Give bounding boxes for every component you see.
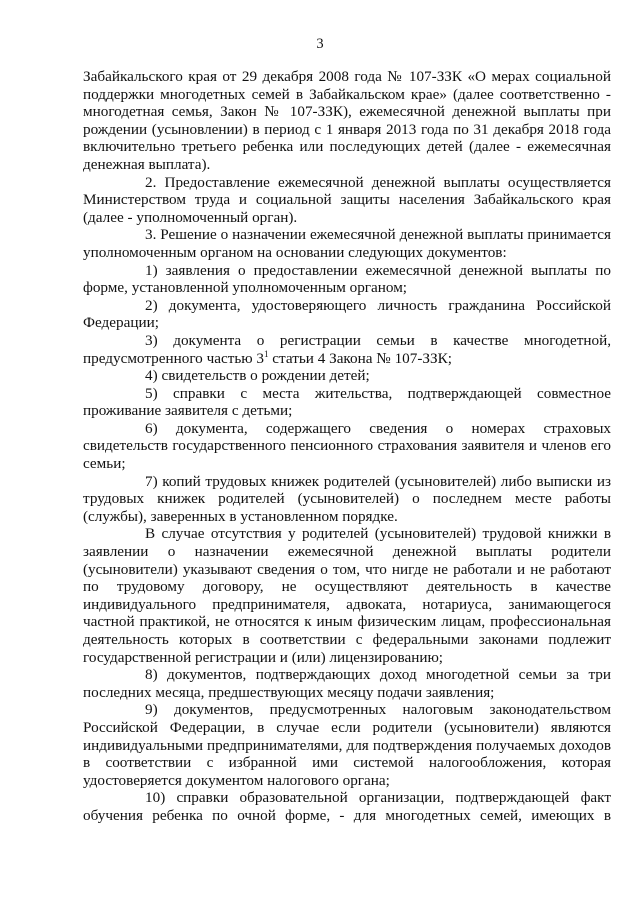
list-item-3-text: 3) документа о регистрации семьи в качестве многодетной, предусмотренного частью 3 [83,331,611,367]
document-body [83,68,611,825]
list-item-5: 5) справки с места жительства, подтверждающей совместное проживание заявителя с детьми; [83,384,611,420]
list-item-2: 2) документа, удостоверяющего личность гражданина Российской Федерации; [83,296,611,332]
paragraph-intro-continuation: Забайкальского края от 29 декабря 2008 года № 107-ЗЗК «О мерах социальной поддержки многодетных семей в Забайкальском крае» (далее соответственно - многодетная семья, Закон № 107-ЗЗК), ежемесячной денежной выплаты при рождении (усыновлении) в период с 1 января 2013 года по 31 декабря 2018 года включительно третьего ребенка или последующих детей (далее - ежемесячная денежная выплата). [83,68,611,173]
list-item-10: 10) справки образовательной организации, подтверждающей факт обучения ребенка по очной форме, - для многодетных семей, имеющих в [83,789,611,824]
paragraph-item-2: 2. Предоставление ежемесячной денежной выплаты осуществляется Министерством труда и социальной защиты населения Забайкальского края (далее - уполномоченный орган). [83,173,611,226]
list-item-3 [83,332,611,367]
list-item-7: 7) копий трудовых книжек родителей (усыновителей) либо выписки из трудовых книжек родителей (усыновителей) о последнем месте работы (службы), заверенных в установленном порядке. [83,472,611,525]
list-item-4: 4) свидетельств о рождении детей; [145,367,370,385]
page-number: 3 [316,36,324,52]
list-item-1: 1) заявления о предоставлении ежемесячной денежной выплаты по форме, установленной уполномоченным органом; [83,261,611,297]
paragraph-no-employment-record: В случае отсутствия у родителей (усыновителей) трудовой книжки в заявлении о назначении ежемесячной денежной выплаты родители (усыновители) указывают сведения о том, что нигде не работали и не работают по трудовому договору, не осуществляют деятельность в качестве индивидуального предпринимателя, адвоката, нотариуса, занимающегося частной практикой, не относятся к иным физическим лицам, профессиональная деятельность которых в соответствии с федеральными законами подлежит государственной регистрации и (или) лицензированию; [83,525,611,666]
superscript-part-number: 1 [264,348,269,359]
list-item-9: 9) документов, предусмотренных налоговым законодательством Российской Федерации, в случае если родители (усыновители) являются индивидуальными предпринимателями, для подтверждения получаемых доходов в соответствии с избранной ими системой налогообложения, которая удостоверяется документом налогового органа; [83,701,611,789]
list-item-6: 6) документа, содержащего сведения о номерах страховых свидетельств государственного пенсионного страхования заявителя и членов его семьи; [83,419,611,473]
list-item-3-text-end: статьи 4 Закона № 107-ЗЗК; [268,349,452,367]
list-item-8: 8) документов, подтверждающих доход многодетной семьи за три последних месяца, предшествующих месяцу подачи заявления; [83,666,611,701]
paragraph-item-3: 3. Решение о назначении ежемесячной денежной выплаты принимается уполномоченным органом на основании следующих документов: [83,226,611,261]
